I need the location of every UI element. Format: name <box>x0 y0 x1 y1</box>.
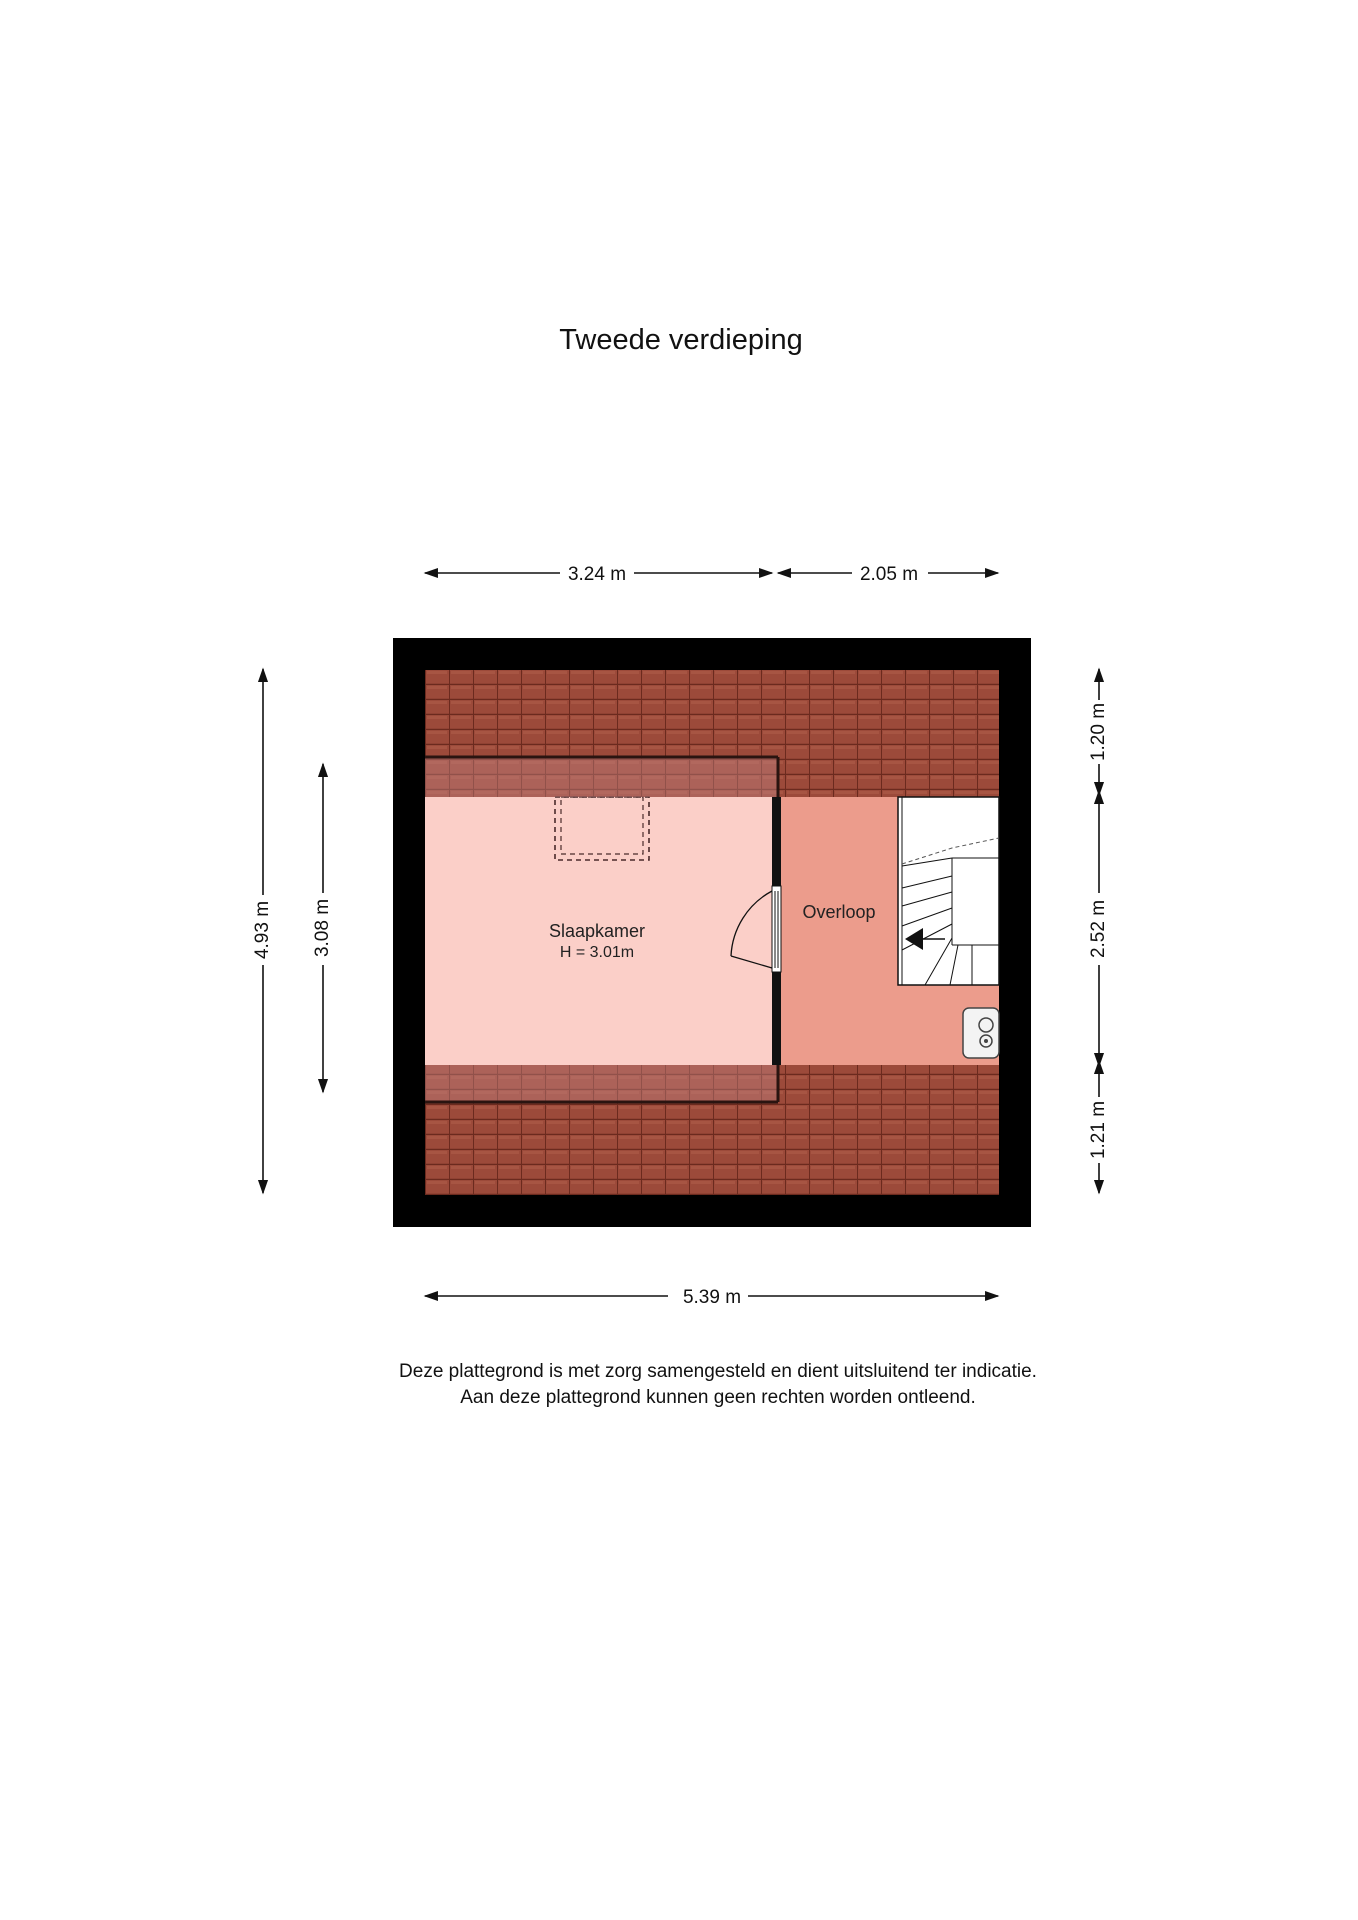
dimension-left-inner <box>312 764 333 1092</box>
dimension-bottom <box>425 1287 998 1308</box>
knee-wall-bottom <box>425 1065 778 1102</box>
dimension-label: 1.21 m <box>1088 1100 1110 1160</box>
knee-wall-top <box>425 757 778 797</box>
room-label-bedroom: Slaapkamer <box>548 921 646 941</box>
dimension-label: 3.08 m <box>312 898 334 958</box>
disclaimer-line-2: Aan deze plattegrond kunnen geen rechten worden ontleend. <box>460 1387 976 1408</box>
dimension-right-middle <box>1088 791 1109 1066</box>
dimension-label: 1.20 m <box>1088 702 1110 762</box>
dimension-right-bottom <box>1088 1061 1109 1193</box>
room-height-bedroom: H = 3.01m <box>559 944 635 961</box>
dimension-left-outer <box>252 669 273 1193</box>
dimension-top-right <box>778 564 998 585</box>
staircase <box>898 797 999 985</box>
dimension-top-left <box>425 564 772 585</box>
room-label-landing: Overloop <box>802 902 876 922</box>
dimension-label: 3.24 m <box>567 564 627 585</box>
boiler-icon <box>963 1008 999 1058</box>
dimension-label: 2.52 m <box>1088 899 1110 959</box>
plan-title: Tweede verdieping <box>559 324 803 356</box>
dimension-right-top <box>1088 669 1109 795</box>
dimension-label: 5.39 m <box>682 1287 742 1308</box>
dimension-label: 4.93 m <box>252 900 274 960</box>
disclaimer-line-1: Deze plattegrond is met zorg samengesteld en dient uitsluitend ter indicatie. <box>399 1361 1037 1382</box>
door-frame <box>772 886 781 972</box>
dimension-label: 2.05 m <box>859 564 919 585</box>
